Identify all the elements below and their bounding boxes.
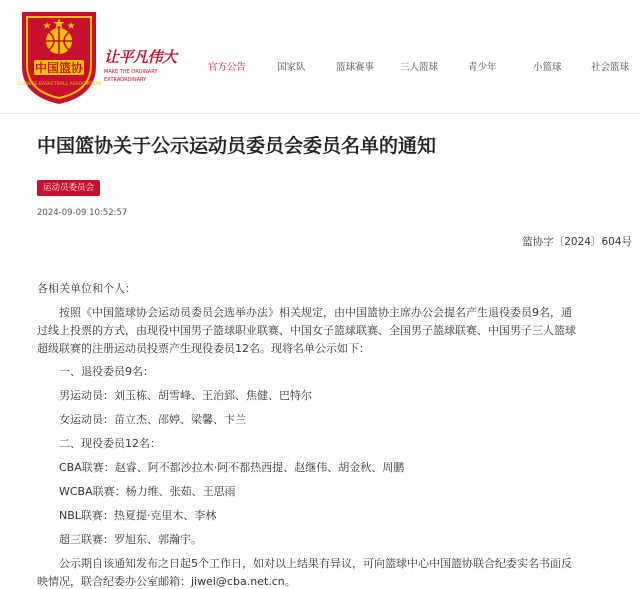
active-wcba: WCBA联赛：杨力维、张茹、王思雨 <box>59 485 236 498</box>
slogan-cn: 让平凡伟大 <box>104 48 177 66</box>
slogan-en-1: MAKE THE ORDINARY <box>104 69 158 75</box>
nav-official-announcements[interactable]: 官方公告 <box>208 62 247 73</box>
slogan-en-2: EXTRAORDINARY <box>104 77 147 83</box>
nav-mini-basketball[interactable]: 小篮球 <box>533 62 562 73</box>
greeting: 各相关单位和个人： <box>37 282 136 295</box>
logo-text: 中国篮协 <box>34 61 84 75</box>
nav-competitions[interactable]: 篮球赛事 <box>336 62 375 73</box>
closing-line1: 公示期自该通知发布之日起5个工作日，如对以上结果有异议，可向篮球中心中国篮协联合纪委实名书面反 <box>59 557 572 570</box>
section-active: 二、现役委员12名： <box>59 437 161 450</box>
nav-social-basketball[interactable]: 社会篮球 <box>591 62 630 73</box>
active-cba: CBA联赛：赵睿、阿不都沙拉木·阿不都热西提、赵继伟、胡金秋、周鹏 <box>59 461 405 474</box>
section-retired: 一、退役委员9名： <box>59 365 154 378</box>
para1-line3: 超级联赛的注册运动员投票产生现役委员12名。现将名单公示如下： <box>37 342 370 355</box>
document-number: 篮协字〔2024〕604号 <box>522 236 632 248</box>
closing-line2: 映情况，联合纪委办公室邮箱：jiwei@cba.net.cn。 <box>37 575 296 588</box>
site-header <box>0 0 640 112</box>
article-title: 中国篮协关于公示运动员委员会委员名单的通知 <box>37 135 437 157</box>
nav-national-team[interactable]: 国家队 <box>277 62 306 73</box>
retired-female: 女运动员：苗立杰、邵婷、梁馨、卞兰 <box>59 413 246 426</box>
nav-3x3[interactable]: 三人篮球 <box>400 62 439 73</box>
category-tag[interactable]: 运动员委员会 <box>37 180 100 196</box>
cba-logo[interactable] <box>16 8 102 106</box>
publish-date: 2024-09-09 10:52:57 <box>37 208 128 218</box>
para1-line1: 按照《中国篮球协会运动员委员会选举办法》相关规定，由中国篮协主席办公会提名产生退役委员9名，通 <box>59 306 572 319</box>
retired-male: 男运动员：刘玉栋、胡雪峰、王治郅、焦健、巴特尔 <box>59 389 312 402</box>
header-divider <box>0 113 640 114</box>
logo-subtext: CHINESE BASKETBALL ASSOCIATION <box>17 82 101 87</box>
active-super3: 超三联赛：罗旭东、郭瀚宇。 <box>59 533 202 546</box>
main-nav <box>0 59 640 75</box>
active-nbl: NBL联赛：热夏提·克里木、李林 <box>59 509 217 522</box>
nav-youth[interactable]: 青少年 <box>468 62 497 73</box>
para1-line2: 过线上投票的方式，由现役中国男子篮球职业联赛、中国女子篮球联赛、全国男子篮球联赛、中国男子三人篮球 <box>37 324 576 337</box>
